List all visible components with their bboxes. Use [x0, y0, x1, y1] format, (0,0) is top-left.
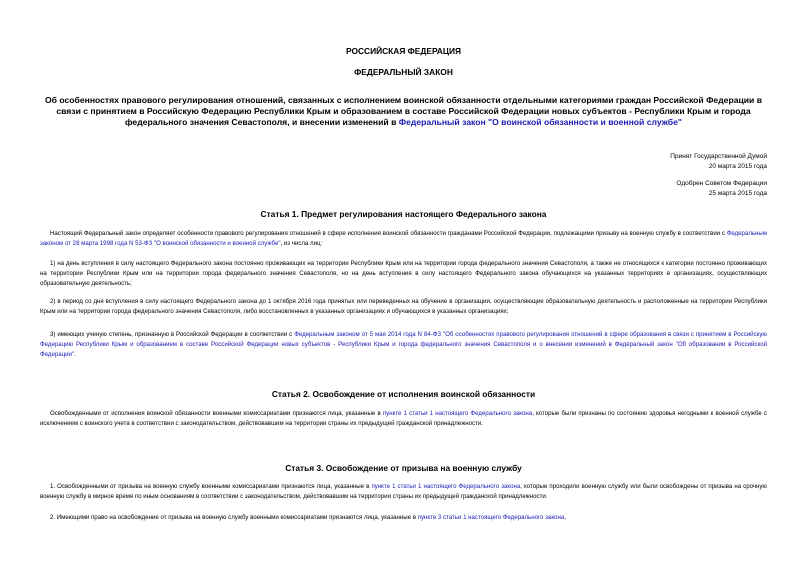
article-2-text-b: , которые были признаны по состоянию здоровья негодными к военной службе с исключением с воинского учета в соответствии с законодательством, действовавшим на территории страны их предыдущей гражданской принадлежности. [40, 410, 767, 427]
item-3-tail: . [74, 351, 76, 358]
point-1-text-a: 1. Освобожденными от призыва на военную службу военными комиссариатами признаются лица, указанные в [50, 483, 370, 490]
law-type-heading: ФЕДЕРАЛЬНЫЙ ЗАКОН [354, 67, 453, 77]
article-1-item-2: 2) в период со дня вступления в силу настоящего Федерального закона до 1 октября 2016 года принятых или переведенных на обучение в организации, осуществляющие образовательную деятельность и расположенные на территории Республики Крым или на территории города федерального значения Севастополя, либо восстановленных в указанных организациях и обучающихся в указанных организациях; [40, 298, 767, 315]
article-2-text-a: Освобожденными от исполнения воинской обязанности военными комиссариатами признаются лица, указанные в [50, 410, 381, 417]
item-3-link[interactable]: Федеральным законом от 5 мая 2014 года N 84-ФЗ "Об особенностях правового регулирования отношений в сфере образования в связи с принятием в Российскую Федерацию Республики Крым и образованием в составе Российской Федерации новых субъектов - Республики Крым и города федерального значения Севастополя и о внесении изменений в Федеральный закон "Об образовании в Российской Федерации" [40, 331, 767, 358]
duma-line: Принят Государственной Думой [670, 153, 767, 160]
article-1-intro [40, 229, 767, 249]
article-1-item-3 [40, 330, 767, 360]
intro-link[interactable]: Федеральным законом от 28 марта 1998 года N 53-ФЗ "О воинской обязанности и военной службе" [40, 230, 767, 247]
intro-text: Настоящий Федеральный закон определяет особенности правового регулирования отношений в сфере исполнения воинской обязанности гражданами Российской Федерации, подлежащими призыву на военную службу в соответствии с [50, 230, 725, 237]
duma-date: 20 марта 2015 года [708, 163, 767, 170]
point-2-text-a: 2. Имеющими право на освобождение от призыва на военную службу военными комиссариатами признаются лица, указанные в [50, 514, 416, 521]
point-1-link[interactable]: пункте 1 статьи 1 настоящего Федерального закона [371, 483, 521, 490]
article-2-link[interactable]: пункте 1 статьи 1 настоящего Федерального закона [382, 410, 533, 417]
law-title-text: Об особенностях правового регулирования отношений, связанных с исполнением воинской обязанности отдельными категориями граждан Российской Федерации в связи с принятием в Российскую Федерацию Республики Крым и образованием в составе Российской Федерации новых субъектов - Республики Крым и города федерального значения Севастополя, и внесении изменений в [45, 95, 762, 127]
article-1-item-1: 1) на день вступления в силу настоящего Федерального закона постоянно проживающих на территории Республики Крым или на территории города федерального значения Севастополя, а также не относящихся к категории постоянно проживающих на территории Республики Крым или на территории города федерального значения Севастополя, но на день вступления в силу настоящего Федерального закона обучающихся на указанных территориях в организациях, осуществляющих образовательную деятельность; [40, 260, 767, 287]
council-approval [676, 179, 767, 199]
law-title-link[interactable]: Федеральный закон "О воинской обязанности и военной службе" [398, 117, 682, 127]
council-line: Одобрен Советом Федерации [676, 180, 767, 187]
point-1-text-b: , которые проходили военную службу или были освобождены от призыва на срочную военную службу в мирное время по иным основаниям в соответствии с законодательством, действовавшим на территории страны их предыдущей гражданской принадлежности. [40, 483, 767, 500]
point-2-link[interactable]: пункте 3 статьи 1 настоящего Федерального закона [417, 514, 565, 521]
duma-adoption [670, 152, 767, 172]
law-title [40, 95, 767, 128]
article-1-heading: Статья 1. Предмет регулирования настоящего Федерального закона [260, 209, 547, 219]
article-3-point-2 [40, 513, 767, 523]
intro-tail: , из числа лиц: [280, 240, 323, 247]
item-3-text: 3) имеющих ученую степень, признанную в Российской Федерации в соответствии с [50, 331, 293, 338]
country-heading: РОССИЙСКАЯ ФЕДЕРАЦИЯ [345, 46, 462, 56]
council-date: 25 марта 2015 года [708, 190, 767, 197]
article-2-text [40, 409, 767, 429]
article-3-heading: Статья 3. Освобождение от призыва на военную службу [285, 463, 522, 473]
point-2-text-b: , [564, 514, 566, 521]
article-2-heading: Статья 2. Освобождение от исполнения воинской обязанности [271, 389, 536, 399]
article-3-point-1 [40, 482, 767, 502]
